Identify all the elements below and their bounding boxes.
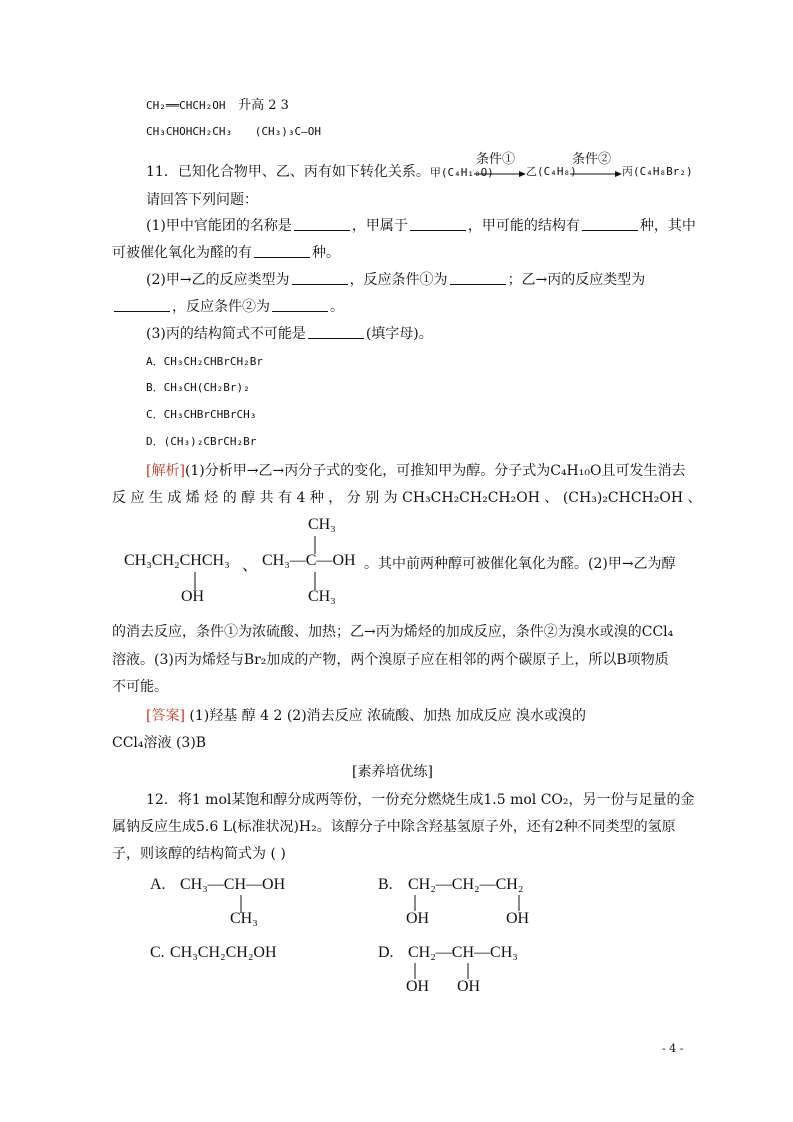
condition-1: 条件①: [476, 152, 516, 167]
q11-p3-text-b: (填字母)。: [365, 326, 433, 342]
answer-blank[interactable]: [114, 299, 170, 312]
q11-part3: [146, 324, 433, 344]
tert-butanol-top: CH₃: [308, 516, 336, 533]
compound-yi: 乙(C₄H₈): [526, 165, 577, 178]
analysis-line-6: 不可能。: [112, 679, 168, 695]
answer-blank[interactable]: [308, 326, 364, 339]
q12-line-3: 子，则该醇的结构简式为 ( ): [112, 846, 286, 862]
q12-line-2: 属钠反应生成5.6 L(标准状况)H₂。该醇分子中除含羟基氢原子外，还有2种不同类型的氢原: [112, 819, 676, 835]
answer-blank[interactable]: [450, 272, 506, 285]
answer-blank[interactable]: [582, 218, 638, 231]
page-number: - 4 -: [662, 1042, 684, 1055]
q11-p1-text-f: 种。: [312, 245, 340, 261]
q12-option-d-oh2: OH: [457, 978, 481, 995]
q11-p2-text-c: ；乙→丙的反应类型为: [507, 272, 646, 288]
analysis-line-1: [146, 461, 685, 481]
sec-butanol-main: CH₃CH₂CHCH₃: [124, 552, 230, 569]
condition-2: 条件②: [572, 152, 612, 167]
q11-part1-line2: [112, 243, 340, 263]
q12-option-a-label[interactable]: A.: [150, 876, 166, 893]
tert-butanol-bottom: CH₃: [308, 588, 336, 605]
tert-butanol-middle: CH₃—C—OH: [262, 552, 356, 569]
section-title: [素养培优练]: [352, 764, 433, 780]
q11-ask: 请回答下列问题：: [146, 192, 258, 208]
answer-text-1: (1)羟基 醇 4 2 (2)消去反应 浓硫酸、加热 加成反应 溴水或溴的: [189, 708, 587, 724]
reaction-arrow-2: [570, 170, 622, 178]
analysis-line-2: 反 应 生 成 烯 烃 的 醇 共 有 4 种 ， 分 别 为 CH₃CH₂CH₂CH₂OH 、 (CH₃)₂CHCH₂OH 、: [112, 490, 702, 506]
bond-line: [517, 895, 521, 911]
q11-p2-text-d: ，反应条件②为: [172, 299, 270, 315]
q11-p3-text-a: (3)丙的结构简式不可能是: [146, 326, 306, 342]
q11-number: 11．已知化合物甲、乙、丙有如下转化关系。: [146, 164, 430, 180]
bond-line: [466, 963, 470, 979]
q11-stem: [146, 162, 494, 183]
q11-p2-text-b: ，反应条件①为: [349, 272, 448, 288]
q11-p1-text-e: 可被催化氧化为醛的有: [112, 245, 252, 261]
top-line-1-answers: 升高 2 3: [238, 98, 289, 113]
q12-option-a-main: CH₃—CH—OH: [180, 876, 286, 893]
q12-option-c-main: CH₃CH₂CH₂OH: [170, 944, 277, 961]
bond-line: [413, 895, 417, 911]
answer-line-1: [146, 706, 586, 726]
q12-option-b-main: CH₂—CH₂—CH₂: [408, 876, 524, 893]
analysis-line-3-tail: 。其中前两种醇可被催化氧化为醛。(2)甲→乙为醇: [364, 556, 676, 572]
compound-bing: 丙(C₄H₈Br₂): [622, 165, 693, 178]
answer-blank[interactable]: [410, 218, 466, 231]
analysis-line-5: 溶液。(3)丙为烯烃与Br₂加成的产物，两个溴原子应在相邻的两个碳原子上，所以B项物质: [112, 652, 669, 668]
q12-option-b-oh2: OH: [506, 910, 530, 927]
analysis-tag: [解析]: [146, 463, 185, 479]
bond-line: [413, 963, 417, 979]
q11-p1-text-a: (1)甲中官能团的名称是: [146, 218, 292, 234]
allyl-alcohol-formula: CH₂══CHCH₂OH: [146, 99, 226, 112]
q11-part2-line2: [112, 297, 344, 317]
tert-butanol-formula: (CH₃)₃C—OH: [254, 125, 321, 138]
option-c[interactable]: C．CH₃CHBrCHBrCH₃: [146, 408, 257, 421]
q12-option-b-oh1: OH: [406, 910, 430, 927]
option-b[interactable]: B．CH₃CH(CH₂Br)₂: [146, 381, 250, 394]
top-line-1: [146, 96, 289, 116]
q11-p2-text-e: 。: [330, 299, 344, 315]
compound-jia: 甲(C₄H₁₀O): [429, 166, 494, 179]
q12-option-a-methyl: CH₃: [230, 910, 258, 927]
structure-separator: 、: [242, 557, 259, 574]
answer-blank[interactable]: [254, 245, 310, 258]
answer-blank[interactable]: [292, 272, 348, 285]
q11-p1-text-d: 种，其中: [639, 218, 696, 234]
option-d[interactable]: D．(CH₃)₂CBrCH₂Br: [146, 435, 257, 448]
q12-option-d-main: CH₂—CH—CH₃: [408, 944, 518, 961]
top-line-2: [146, 122, 321, 142]
q11-part1-line1: [146, 216, 696, 236]
sec-butanol-oh: OH: [181, 588, 205, 605]
butanol-formula: CH₃CHOHCH₂CH₃: [146, 125, 233, 138]
q11-p1-text-c: ，甲可能的结构有: [467, 218, 580, 234]
q11-p2-text-a: (2)甲→乙的反应类型为: [146, 272, 290, 288]
answer-blank[interactable]: [272, 299, 328, 312]
analysis-text-1: (1)分析甲→乙→丙分子式的变化，可推知甲为醇。分子式为C₄H₁₀O且可发生消去: [184, 463, 686, 479]
q12-option-c-label[interactable]: C.: [150, 944, 165, 961]
answer-blank[interactable]: [294, 218, 350, 231]
reaction-arrow-1: [474, 170, 526, 178]
analysis-line-4: 的消去反应，条件①为浓硫酸、加热；乙→丙为烯烃的加成反应，条件②为溴水或溴的CCl₄: [112, 624, 674, 640]
q11-p1-text-b: ，甲属于: [351, 218, 408, 234]
q12-line-1: 12．将1 mol某饱和醇分成两等份，一份充分燃烧生成1.5 mol CO₂，另一份与足量的金: [146, 792, 695, 808]
q12-option-d-oh1: OH: [406, 978, 430, 995]
option-a[interactable]: A．CH₃CH₂CHBrCH₂Br: [146, 355, 263, 368]
q11-part2-line1: [146, 270, 645, 290]
q12-option-b-label[interactable]: B.: [378, 876, 393, 893]
q12-option-d-label[interactable]: D.: [378, 944, 394, 961]
answer-tag: [答案]: [146, 708, 185, 724]
answer-line-2: CCl₄溶液 (3)B: [112, 735, 207, 751]
